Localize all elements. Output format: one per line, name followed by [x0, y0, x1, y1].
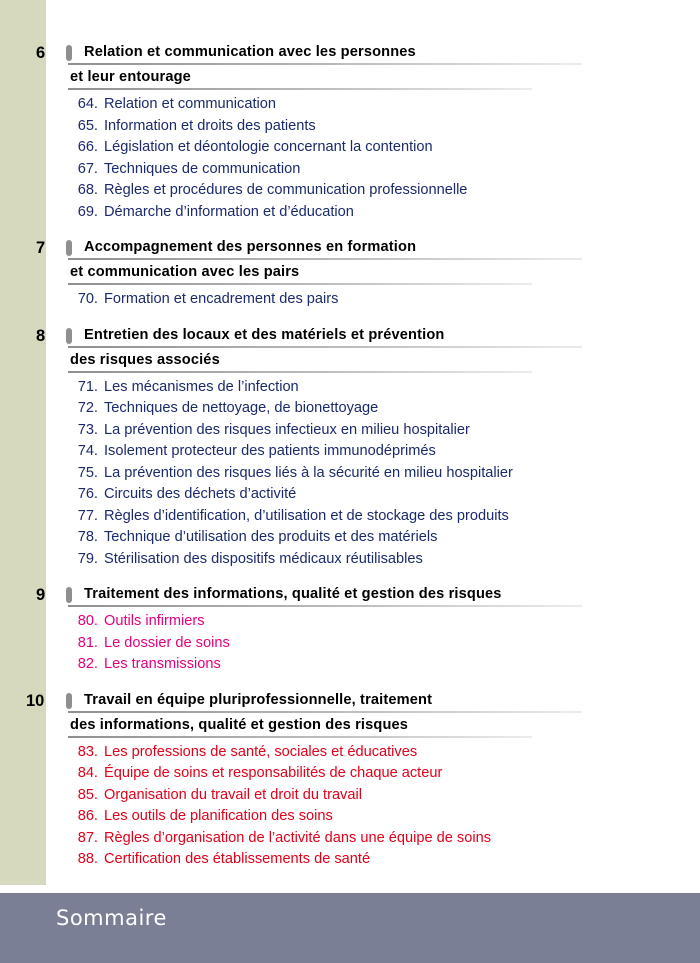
toc-entry-label: Techniques de communication — [104, 160, 301, 177]
section-underline — [68, 371, 532, 373]
toc-section — [0, 42, 700, 223]
footer-title: Sommaire — [56, 906, 167, 930]
toc-entry[interactable] — [0, 289, 700, 311]
toc-entry[interactable] — [0, 441, 700, 463]
section-number: 6 — [36, 44, 46, 62]
toc-entry-number: 72. — [77, 400, 98, 416]
toc-entry[interactable] — [0, 116, 700, 138]
sections-container — [0, 42, 700, 885]
toc-entry-number: 74. — [77, 443, 98, 459]
section-item-list — [0, 742, 700, 871]
toc-entry-label: La prévention des risques infectieux en milieu hospitalier — [104, 421, 470, 438]
section-number: 10 — [26, 691, 45, 710]
toc-entry-number: 83. — [77, 743, 98, 760]
toc-entry-label: Règles d’organisation de l’activité dans une équipe de soins — [104, 829, 491, 846]
section-title-line: Accompagnement des personnes en formation — [84, 239, 417, 255]
section-number: 7 — [36, 239, 46, 257]
section-underline — [68, 258, 582, 260]
section-heading — [0, 237, 700, 285]
toc-section — [0, 237, 700, 311]
toc-entry[interactable] — [0, 828, 700, 850]
toc-entry[interactable] — [0, 159, 700, 181]
section-underline — [68, 605, 582, 607]
toc-section — [0, 690, 700, 871]
toc-entry-number: 76. — [77, 486, 98, 502]
section-underline — [68, 346, 582, 348]
toc-entry[interactable] — [0, 420, 700, 442]
section-item-list — [0, 289, 700, 311]
toc-entry[interactable] — [0, 94, 700, 116]
toc-entry-number: 71. — [77, 378, 98, 395]
section-underline — [68, 283, 532, 285]
toc-entry[interactable] — [0, 654, 700, 676]
toc-entry[interactable] — [0, 202, 700, 224]
section-number: 9 — [36, 586, 46, 604]
toc-entry-number: 81. — [77, 634, 98, 651]
toc-entry-number: 70. — [77, 291, 98, 307]
toc-entry-number: 84. — [77, 765, 98, 781]
section-spacer — [0, 676, 700, 690]
toc-entry-label: Outils infirmiers — [104, 613, 205, 629]
section-spacer — [0, 223, 700, 237]
toc-entry[interactable] — [0, 785, 700, 807]
toc-entry-label: Règles d’identification, d’utilisation et de stockage des produits — [104, 507, 509, 524]
toc-entry-label: Les outils de planification des soins — [104, 808, 333, 824]
section-title-line: Travail en équipe pluriprofessionnelle, traitement — [84, 691, 433, 708]
toc-entry-label: Législation et déontologie concernant la contention — [104, 139, 433, 155]
toc-entry-label: Information et droits des patients — [104, 117, 316, 134]
section-title-line: Relation et communication avec les personnes — [84, 44, 416, 60]
toc-entry-number: 80. — [77, 613, 98, 629]
toc-entry-label: Certification des établissements de santé — [104, 851, 371, 867]
toc-entry-label: Les mécanismes de l’infection — [104, 378, 299, 395]
section-item-list — [0, 611, 700, 676]
toc-entry-number: 73. — [77, 421, 98, 438]
toc-entry-label: Stérilisation des dispositifs médicaux réutilisables — [104, 550, 423, 567]
toc-entry[interactable] — [0, 806, 700, 828]
section-underline — [68, 736, 532, 738]
toc-entry-label: Formation et encadrement des pairs — [104, 291, 339, 307]
section-title-line: et leur entourage — [70, 69, 191, 85]
toc-entry-label: Équipe de soins et responsabilités de chaque acteur — [104, 765, 443, 781]
toc-entry-number: 85. — [77, 786, 98, 803]
section-underline — [68, 711, 582, 713]
toc-entry-number: 69. — [77, 203, 98, 220]
toc-entry[interactable] — [0, 742, 700, 764]
toc-section — [0, 584, 700, 676]
toc-entry-number: 78. — [77, 529, 98, 545]
toc-entry-label: Démarche d’information et d’éducation — [104, 203, 354, 220]
section-heading — [0, 584, 700, 607]
toc-entry[interactable] — [0, 763, 700, 785]
section-spacer — [0, 311, 700, 325]
toc-entry[interactable] — [0, 484, 700, 506]
section-title-line: des risques associés — [70, 351, 220, 368]
section-heading — [0, 690, 700, 738]
toc-section — [0, 325, 700, 571]
section-item-list — [0, 94, 700, 223]
toc-entry-number: 66. — [77, 139, 98, 155]
toc-entry[interactable] — [0, 377, 700, 399]
toc-entry-number: 87. — [77, 829, 98, 846]
section-spacer — [0, 570, 700, 584]
section-spacer — [0, 871, 700, 885]
section-item-list — [0, 377, 700, 571]
toc-entry[interactable] — [0, 398, 700, 420]
section-heading — [0, 42, 700, 90]
toc-entry-label: Règles et procédures de communication professionnelle — [104, 182, 468, 198]
section-title-line: Traitement des informations, qualité et gestion des risques — [84, 586, 502, 602]
toc-entry[interactable] — [0, 527, 700, 549]
toc-entry-label: Relation et communication — [104, 96, 276, 112]
toc-entry-label: Les professions de santé, sociales et éducatives — [104, 743, 418, 760]
toc-entry-number: 67. — [77, 160, 98, 177]
section-title-line: des informations, qualité et gestion des risques — [70, 716, 409, 733]
toc-entry-number: 68. — [77, 182, 98, 198]
section-title-line: et communication avec les pairs — [70, 264, 300, 280]
toc-entry[interactable] — [0, 611, 700, 633]
section-underline — [68, 88, 532, 90]
toc-entry[interactable] — [0, 463, 700, 485]
toc-entry-label: Le dossier de soins — [104, 634, 230, 651]
section-heading — [0, 325, 700, 373]
toc-entry-number: 64. — [77, 96, 98, 112]
toc-entry[interactable] — [0, 549, 700, 571]
toc-entry-number: 86. — [77, 808, 98, 824]
section-underline — [68, 63, 582, 65]
section-title-line: Entretien des locaux et des matériels et prévention — [84, 326, 445, 343]
toc-entry-label: Circuits des déchets d’activité — [104, 486, 297, 502]
toc-entry[interactable] — [0, 137, 700, 159]
toc-entry-label: Isolement protecteur des patients immunodéprimés — [104, 443, 436, 459]
toc-entry-number: 82. — [77, 656, 98, 672]
toc-entry-number: 65. — [77, 117, 98, 134]
toc-entry-label: Technique d’utilisation des produits et des matériels — [104, 529, 438, 545]
toc-entry-label: Organisation du travail et droit du travail — [104, 786, 362, 803]
toc-entry-label: Techniques de nettoyage, de bionettoyage — [104, 400, 379, 416]
section-number: 8 — [36, 326, 46, 345]
toc-entry-label: Les transmissions — [104, 656, 221, 672]
toc-entry-number: 77. — [77, 507, 98, 524]
toc-entry[interactable] — [0, 633, 700, 655]
toc-entry-number: 88. — [77, 851, 98, 867]
toc-entry[interactable] — [0, 506, 700, 528]
toc-entry-number: 79. — [77, 550, 98, 567]
toc-entry-number: 75. — [77, 464, 98, 481]
toc-entry-label: La prévention des risques liés à la sécurité en milieu hospitalier — [104, 464, 513, 481]
toc-entry[interactable] — [0, 849, 700, 871]
toc-entry[interactable] — [0, 180, 700, 202]
